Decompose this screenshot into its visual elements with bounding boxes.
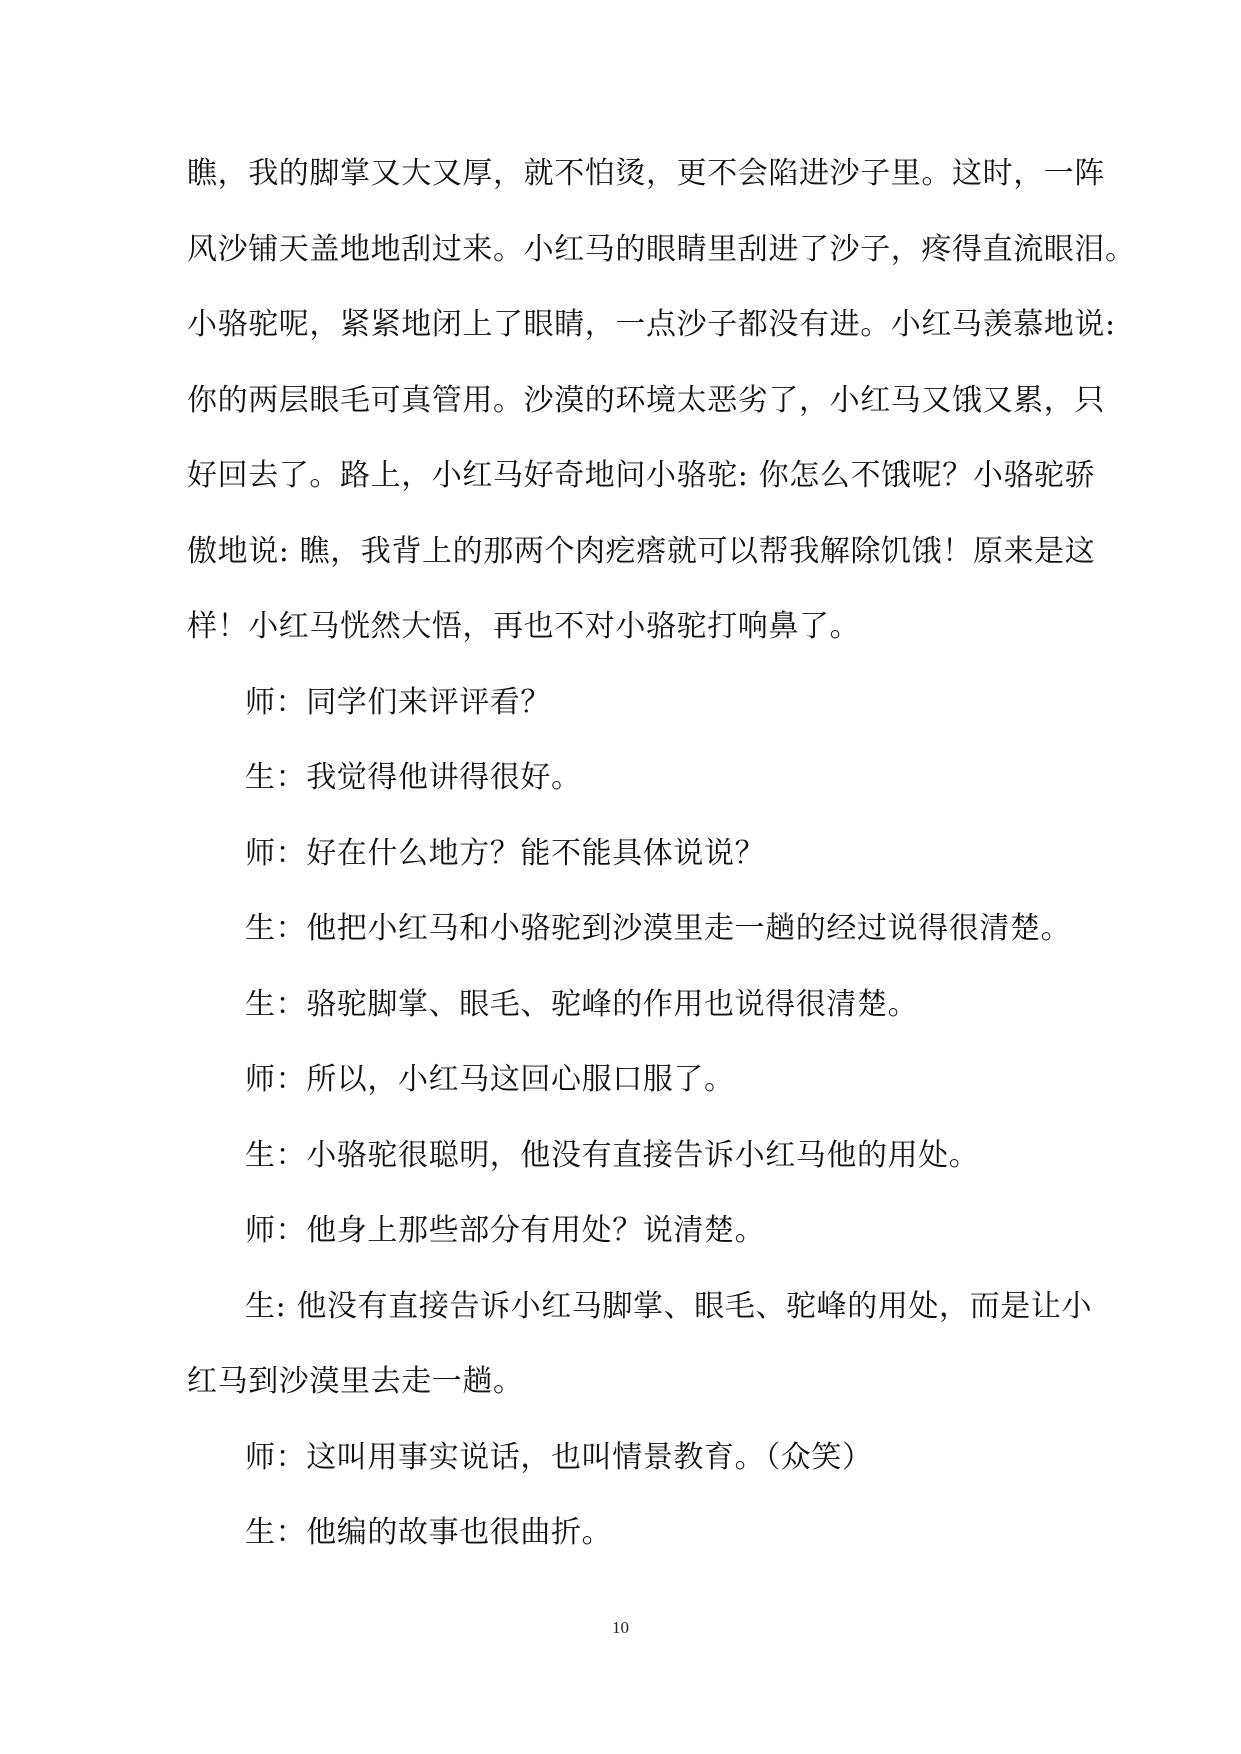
- dialogue-line: 师：好在什么地方？能不能具体说说？: [245, 835, 766, 871]
- page-number: 10: [612, 1618, 629, 1637]
- dialogue-line: 生：骆驼脚掌、眼毛、驼峰的作用也说得很清楚。: [245, 986, 919, 1022]
- dialogue-line: 师：这叫用事实说话，也叫情景教育。（众笑）: [245, 1439, 873, 1475]
- paragraph-line: 生: 他没有直接告诉小红马脚掌、眼毛、驼峰的用处，而是让小: [245, 1288, 1093, 1324]
- paragraph-line: 风沙铺天盖地地刮过来。小红马的眼睛里刮进了沙子，疼得直流眼泪。: [187, 231, 1136, 267]
- paragraph-line: 你的两层眼毛可真管用。沙漠的环境太恶劣了，小红马又饿又累，只: [187, 382, 1105, 418]
- dialogue-line: 师：他身上那些部分有用处？说清楚。: [245, 1213, 766, 1248]
- body-text: [187, 142, 1136, 1577]
- dialogue-line: 生：小骆驼很聪明，他没有直接告诉小红马他的用处。: [245, 1137, 980, 1173]
- paragraph-line: 红马到沙漠里去走一趟。: [187, 1364, 524, 1399]
- dialogue-line: 生：他编的故事也很曲折。: [245, 1515, 613, 1550]
- paragraph-line: 小骆驼呢，紧紧地闭上了眼睛，一点沙子都没有进。小红马羡慕地说:: [187, 307, 1116, 342]
- paragraph-line: 傲地说: 瞧，我背上的那两个肉疙瘩就可以帮我解除饥饿！原来是这: [187, 533, 1096, 569]
- dialogue-line: 生：我觉得他讲得很好。: [245, 760, 582, 795]
- paragraph-line: 样！小红马恍然大悟，再也不对小骆驼打响鼻了。: [187, 609, 861, 644]
- paragraph-line: 好回去了。路上，小红马好奇地问小骆驼: 你怎么不饿呢？小骆驼骄: [187, 458, 1096, 493]
- dialogue-line: 师：同学们来评评看？: [245, 684, 551, 720]
- dialogue-line: 生：他把小红马和小骆驼到沙漠里走一趟的经过说得很清楚。: [245, 911, 1072, 946]
- dialogue-line: 师：所以，小红马这回心服口服了。: [245, 1062, 735, 1097]
- paragraph-line: 瞧，我的脚掌又大又厚，就不怕烫，更不会陷进沙子里。这时，一阵: [187, 156, 1105, 191]
